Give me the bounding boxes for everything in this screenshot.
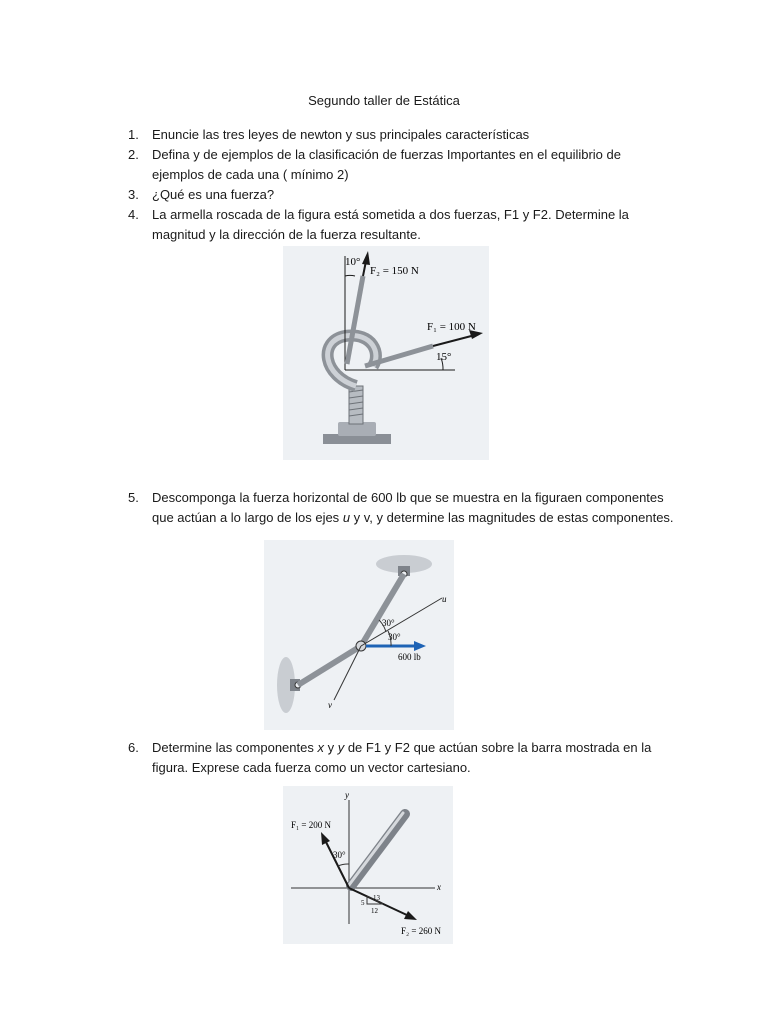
question-number: 4. bbox=[128, 207, 139, 222]
f2-label: F₂ = 260 N bbox=[401, 926, 441, 936]
question-number: 6. bbox=[128, 740, 139, 755]
angle-label-30: 30° bbox=[333, 850, 346, 860]
x-axis-label: x bbox=[437, 882, 441, 892]
page-title: Segundo taller de Estática bbox=[308, 93, 460, 108]
axis-y-text: y bbox=[337, 740, 345, 755]
angle-label-a: 30° bbox=[382, 618, 395, 628]
question-line-part: Determine las componentes bbox=[152, 740, 318, 755]
question-line-part: que actúan a lo largo de los ejes bbox=[152, 510, 343, 525]
y-axis-label: y bbox=[345, 790, 349, 800]
question-text: Enuncie las tres leyes de newton y sus principales características bbox=[152, 127, 530, 142]
question-text bbox=[152, 145, 688, 185]
axis-u-text: u bbox=[342, 510, 351, 525]
question-number: 3. bbox=[128, 187, 139, 202]
question-line: Defina y de ejemplos de la clasificación de fuerzas Importantes en el equilibrio de bbox=[152, 147, 621, 162]
question-line-part: de F1 y F2 que actúan sobre la barra mostrada en la bbox=[344, 740, 652, 755]
question-4 bbox=[128, 205, 688, 245]
figure-600lb bbox=[264, 540, 454, 730]
question-5 bbox=[128, 488, 688, 528]
bar-forces-diagram bbox=[283, 786, 453, 944]
question-text bbox=[152, 205, 688, 245]
question-1 bbox=[128, 125, 688, 145]
triangle-hyp-label: 13 bbox=[373, 894, 380, 902]
question-line-part: y bbox=[323, 740, 338, 755]
figure-background bbox=[283, 246, 489, 460]
eyebolt-diagram bbox=[283, 246, 489, 460]
figure-bar-forces bbox=[283, 786, 453, 944]
question-6 bbox=[128, 738, 688, 778]
angle-arc-10 bbox=[345, 275, 355, 276]
triangle-short-label: 5 bbox=[361, 899, 365, 907]
question-line-part: y v, y determine las magnitudes de estas componentes. bbox=[350, 510, 674, 525]
question-line: magnitud y la dirección de la fuerza resultante. bbox=[152, 227, 421, 242]
question-line: ejemplos de cada una ( mínimo 2) bbox=[152, 167, 349, 182]
question-number: 5. bbox=[128, 490, 139, 505]
question-number: 1. bbox=[128, 127, 139, 142]
axis-x-text: x bbox=[317, 740, 324, 755]
angle-label-10: 10° bbox=[345, 256, 361, 268]
f2-label: F₂ = 150 N bbox=[370, 265, 419, 277]
question-number: 2. bbox=[128, 147, 139, 162]
f1-label: F₁ = 100 N bbox=[427, 321, 476, 333]
question-line: Descomponga la fuerza horizontal de 600 lb que se muestra en la figuraen componentes bbox=[152, 490, 664, 505]
axis-u-label: u bbox=[442, 594, 447, 604]
f1-label: F₁ = 200 N bbox=[291, 820, 331, 830]
figure-eyebolt bbox=[283, 246, 489, 460]
angle-label-15: 15° bbox=[436, 351, 452, 363]
question-text: ¿Qué es una fuerza? bbox=[152, 187, 275, 202]
axis-v-label: v bbox=[328, 700, 332, 710]
force-components-diagram bbox=[264, 540, 454, 730]
question-3 bbox=[128, 185, 688, 205]
question-text bbox=[152, 488, 688, 528]
question-text bbox=[152, 738, 688, 778]
question-line: La armella roscada de la figura está sometida a dos fuerzas, F1 y F2. Determine la bbox=[152, 207, 629, 222]
question-line: figura. Exprese cada fuerza como un vector cartesiano. bbox=[152, 760, 471, 775]
angle-label-b: 30° bbox=[388, 632, 401, 642]
question-2 bbox=[128, 145, 688, 185]
triangle-long-label: 12 bbox=[371, 907, 378, 915]
force-label: 600 lb bbox=[398, 652, 421, 662]
